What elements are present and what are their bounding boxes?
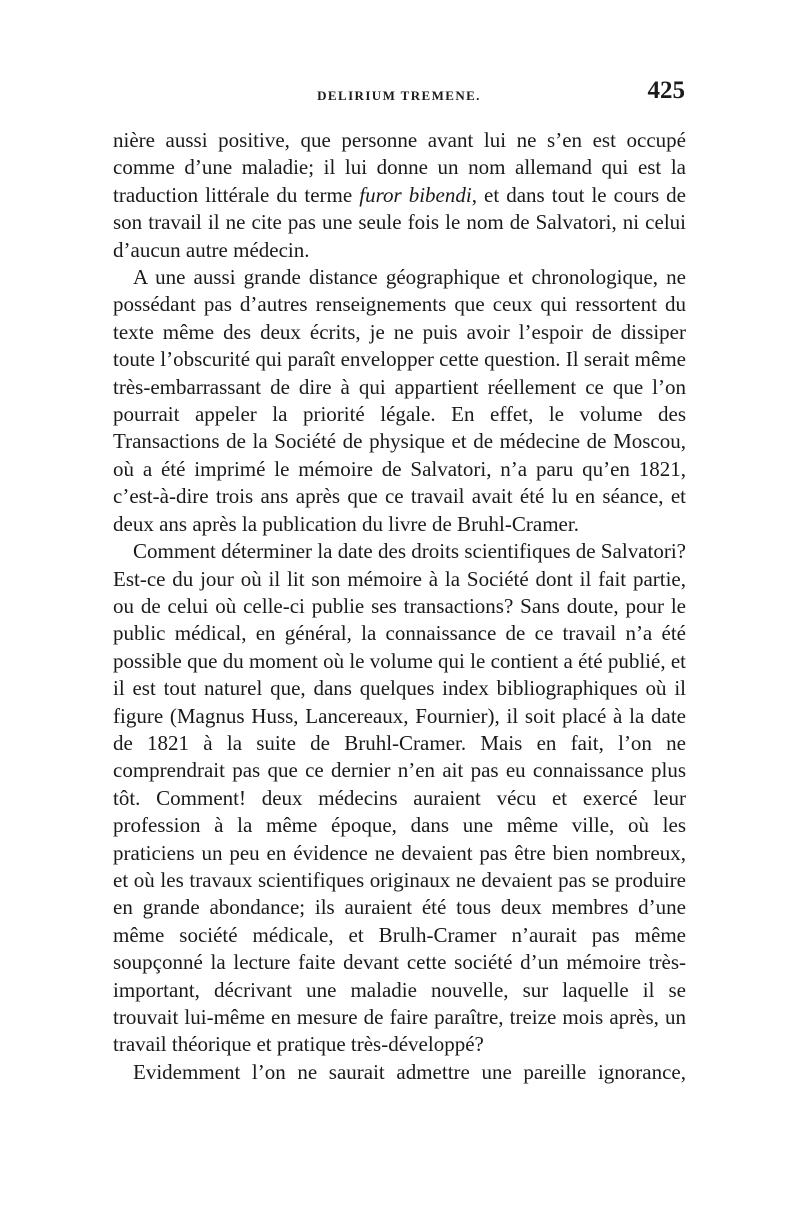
paragraph-1-text-b: , et dans tout le cours de son travail il ne cite pas une seule fois le nom de Salvatori, ni celui d’aucun autre médecin. (113, 182, 687, 262)
paragraph-1-text-a: nière aussi positive, que personne avant lui ne s’en est occupé comme d’une maladie; il lui donne un nom allemand qui est la traduction littérale du terme (113, 128, 686, 207)
italic-term: furor bibendi (359, 182, 472, 207)
paragraph-4: Evidemment l’on ne saurait admettre une pareille ignorance, (133, 1059, 686, 1084)
running-head (113, 66, 685, 106)
paragraph-2: A une aussi grande distance géographique et chronologique, ne possédant pas d’autres renseignements que ceux qui ressortent du texte même des deux écrits, je ne puis avoir l’espoir de dissiper toute l’obscurité qui paraît envelopper cette question. Il serait même très-embarrassant de dire à qui appartient réellement ce que l’on pourrait appeler la priorité légale. En effet, le volume des Transactions de la Société de physique et de médecine de Moscou, où a été imprimé le mémoire de Salvatori, n’a paru qu’en 1821, c’est-à-dire trois ans après que ce travail avait été lu en séance, et deux ans après la publication du livre de Bruhl-Cramer. (113, 265, 686, 536)
paragraph-3: Comment déterminer la date des droits scientifiques de Salvatori? Est-ce du jour où il lit son mémoire à la Société dont il fait partie, ou de celui où celle-ci publie ses transactions? Sans doute, pour le public médical, en général, la connaissance de ce travail n’a été possible que du moment où le volume qui le contient a été publié, et il est tout naturel que, dans quelques index bibliographiques où il figure (Magnus Huss, Lancereaux, Fournier), il soit placé à la date de 1821 à la suite de Bruhl-Cramer. Mais en fait, l’on ne comprendrait pas que ce dernier n’en ait pas eu connaissance plus tôt. Comment! deux médecins auraient vécu et exercé leur profession à la même époque, dans une même ville, où les praticiens un peu en évidence ne devaient pas être bien nombreux, et où les travaux scientifiques originaux ne devaient pas se produire en grande abondance; ils auraient été tous deux membres d’une même société médicale, et Brulh-Cramer n’aurait pas même soupçonné la lecture faite devant cette société d’un mémoire très-important, décrivant une maladie nouvelle, sur laquelle il se trouvait lui-même en mesure de faire paraître, treize mois après, un travail théorique et pratique très-développé? (113, 539, 686, 1057)
page-number: 425 (647, 77, 685, 104)
paragraph-1 (113, 127, 686, 264)
running-title: DELIRIUM TREMENE. (317, 88, 481, 103)
body-text (113, 127, 686, 1086)
